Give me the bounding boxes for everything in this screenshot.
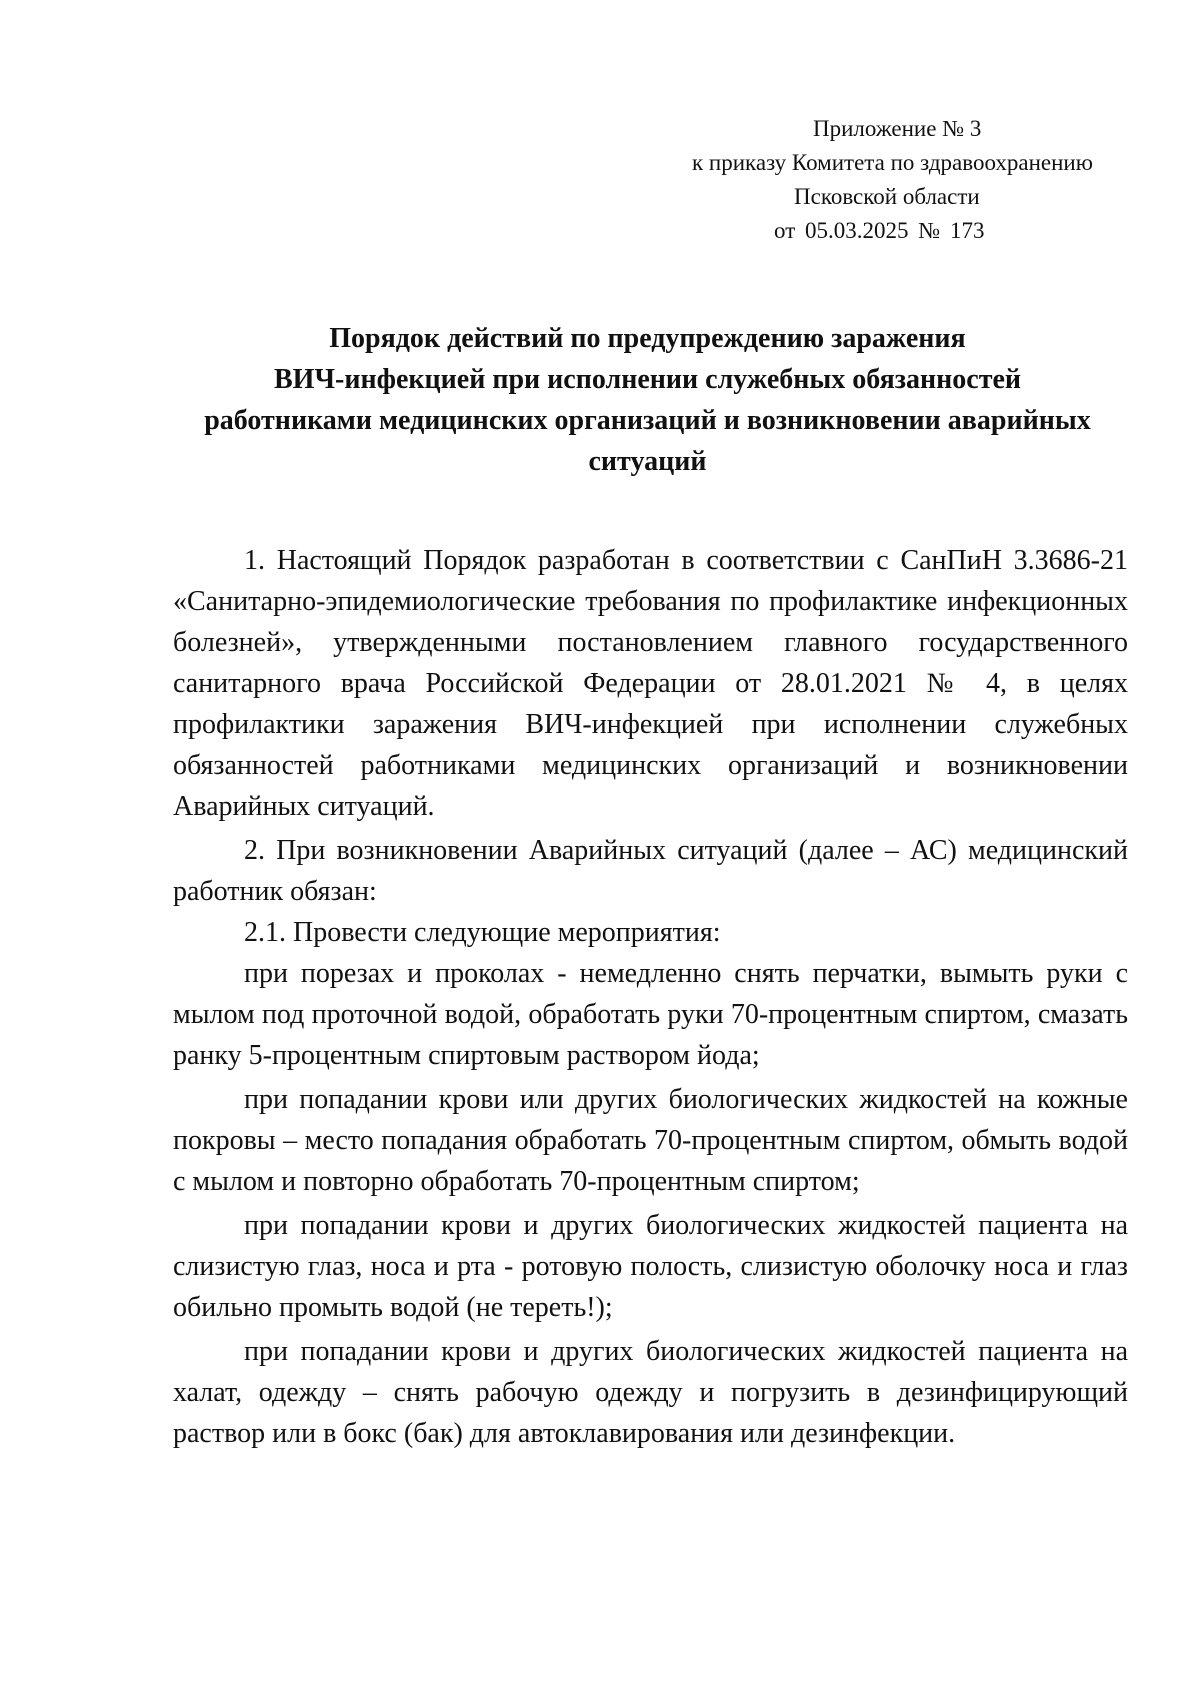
appendix-header <box>660 112 1093 248</box>
list-item-mucosa: при попадании крови и других биологических жидкостей пациента на слизистую глаз, носа и рта - ротовую полость, слизистую оболочку носа и глаз обильно промыть водой (не тереть!); <box>173 1210 1128 1323</box>
list-item-cuts: при порезах и проколах - немедленно снять перчатки, вымыть руки с мылом под проточной водой, обработать руки 70-процентным спиртом, смазать ранку 5-процентным спиртовым раствором йода; <box>173 958 1128 1071</box>
appendix-number: Приложение № 3 <box>813 116 982 141</box>
list-item-clothing: при попадании крови и других биологических жидкостей пациента на халат, одежду – снять рабочую одежду и погрузить в дезинфицирующий раствор или в бокс (бак) для автоклавирования или дезинфекции. <box>173 1336 1128 1449</box>
document-body <box>173 540 1128 1454</box>
list-item-skin: при попадании крови или других биологических жидкостей на кожные покровы – место попадания обработать 70-процентным спиртом, обмыть водой с мылом и повторно обработать 70-процентным спиртом; <box>173 1084 1128 1197</box>
region-name: Псковской области <box>794 184 980 209</box>
title-line: Порядок действий по предупреждению заражения <box>329 323 966 354</box>
title-line: работниками медицинских организаций и возникновении аварийных <box>204 405 1091 436</box>
document-title <box>165 318 1130 482</box>
paragraph-2-1: 2.1. Провести следующие мероприятия: <box>244 917 721 948</box>
paragraph-1: 1. Настоящий Порядок разработан в соответствии с СанПиН 3.3686-21 «Санитарно-эпидемиологические требования по профилактике инфекционных болезней», утвержденными постановлением главного государственного санитарного врача Российской Федерации от 28.01.2021 № 4, в целях профилактики заражения ВИЧ-инфекцией при исполнении служебных обязанностей работниками медицинских организаций и возникновении Аварийных ситуаций. <box>173 545 1128 822</box>
paragraph-2: 2. При возникновении Аварийных ситуаций (далее – АС) медицинский работник обязан: <box>173 835 1128 907</box>
order-reference: к приказу Комитета по здравоохранению <box>692 150 1093 175</box>
order-date-number: от 05.03.2025 № 173 <box>774 218 985 243</box>
title-line: ВИЧ-инфекцией при исполнении служебных обязанностей <box>273 364 1022 395</box>
title-line: ситуаций <box>588 446 707 477</box>
